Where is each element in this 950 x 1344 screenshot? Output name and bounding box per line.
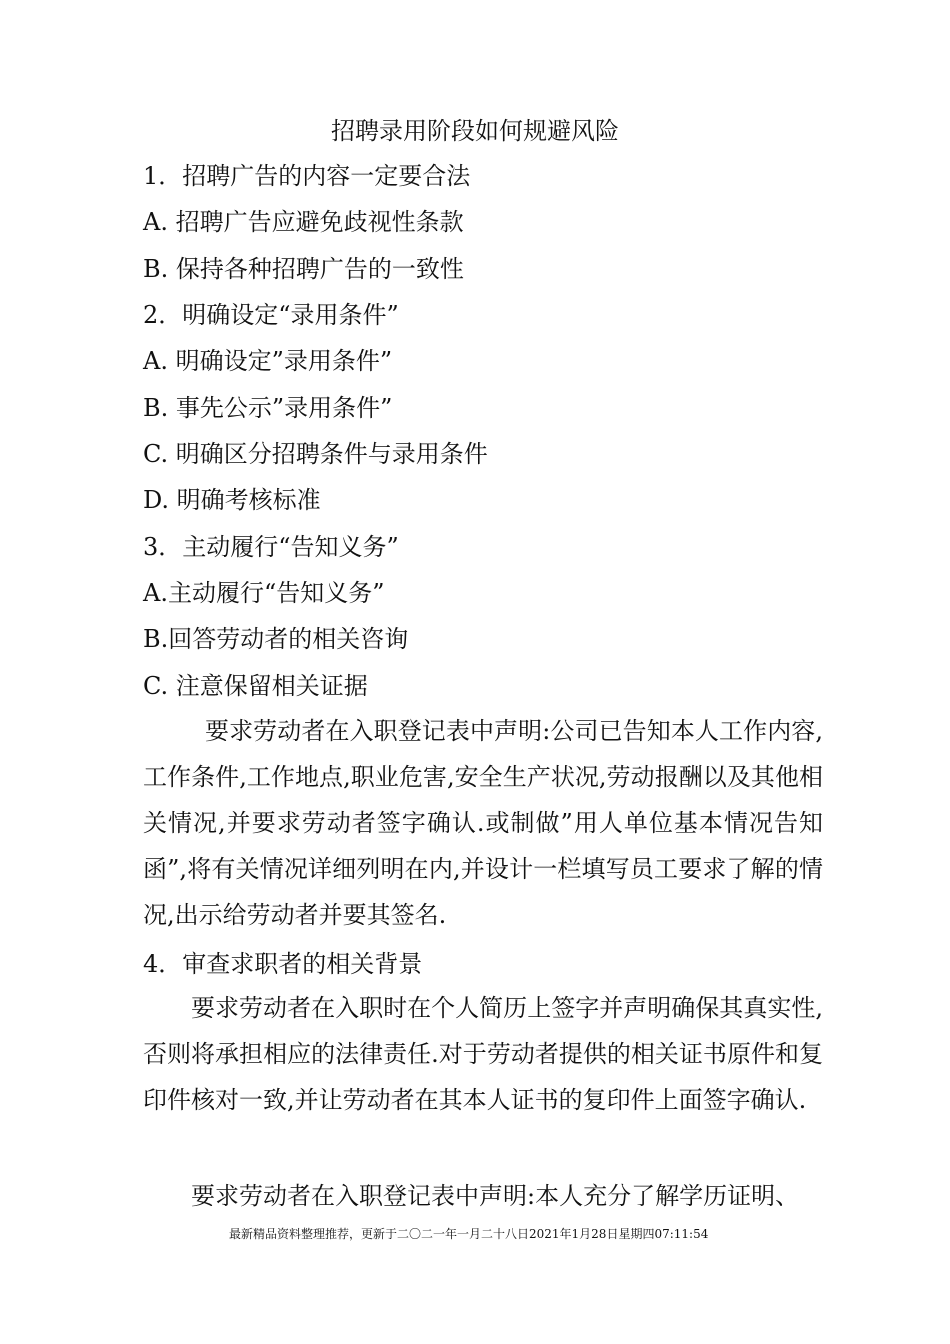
item-3b: B.回答劳动者的相关咨询 (143, 625, 409, 653)
paragraph-notification: 要求劳动者在入职登记表中声明:公司已告知本人工作内容,工作条件,工作地点,职业危害,安全生产状况,劳动报酬以及其他相关情况,并要求劳动者签字确认.或制做”用人单位基本情况告知函”,将有关情况详细列明在内,并设计一栏填写员工要求了解的情况,出示给劳动者并要其签名. (143, 717, 823, 929)
item-2d: D. 明确考核标准 (143, 486, 321, 514)
section-1-heading: 1．招聘广告的内容一定要合法 (143, 162, 471, 190)
section-2-heading: 2．明确设定“录用条件” (143, 301, 399, 329)
item-3c: C. 注意保留相关证据 (143, 672, 368, 700)
item-2b: B. 事先公示”录用条件” (143, 394, 393, 422)
page-footer: 最新精品资料整理推荐，更新于二〇二一年一月二十八日2021年1月28日星期四07:11:54 (229, 1227, 709, 1241)
item-2a: A. 明确设定”录用条件” (143, 347, 393, 375)
document-title: 招聘录用阶段如何规避风险 (331, 117, 619, 145)
item-1a: A. 招聘广告应避免歧视性条款 (143, 208, 464, 236)
item-1b: B. 保持各种招聘广告的一致性 (143, 255, 464, 283)
paragraph-education-declaration: 要求劳动者在入职登记表中声明:本人充分了解学历证明、 (191, 1182, 800, 1210)
item-3a: A.主动履行“告知义务” (143, 579, 385, 607)
section-3-heading: 3．主动履行“告知义务” (143, 533, 399, 561)
item-2c: C. 明确区分招聘条件与录用条件 (143, 440, 488, 468)
paragraph-background-check: 要求劳动者在入职时在个人简历上签字并声明确保其真实性,否则将承担相应的法律责任.对于劳动者提供的相关证书原件和复印件核对一致,并让劳动者在其本人证书的复印件上面签字确认. (143, 994, 823, 1114)
section-4-heading: 4．审查求职者的相关背景 (143, 950, 423, 978)
